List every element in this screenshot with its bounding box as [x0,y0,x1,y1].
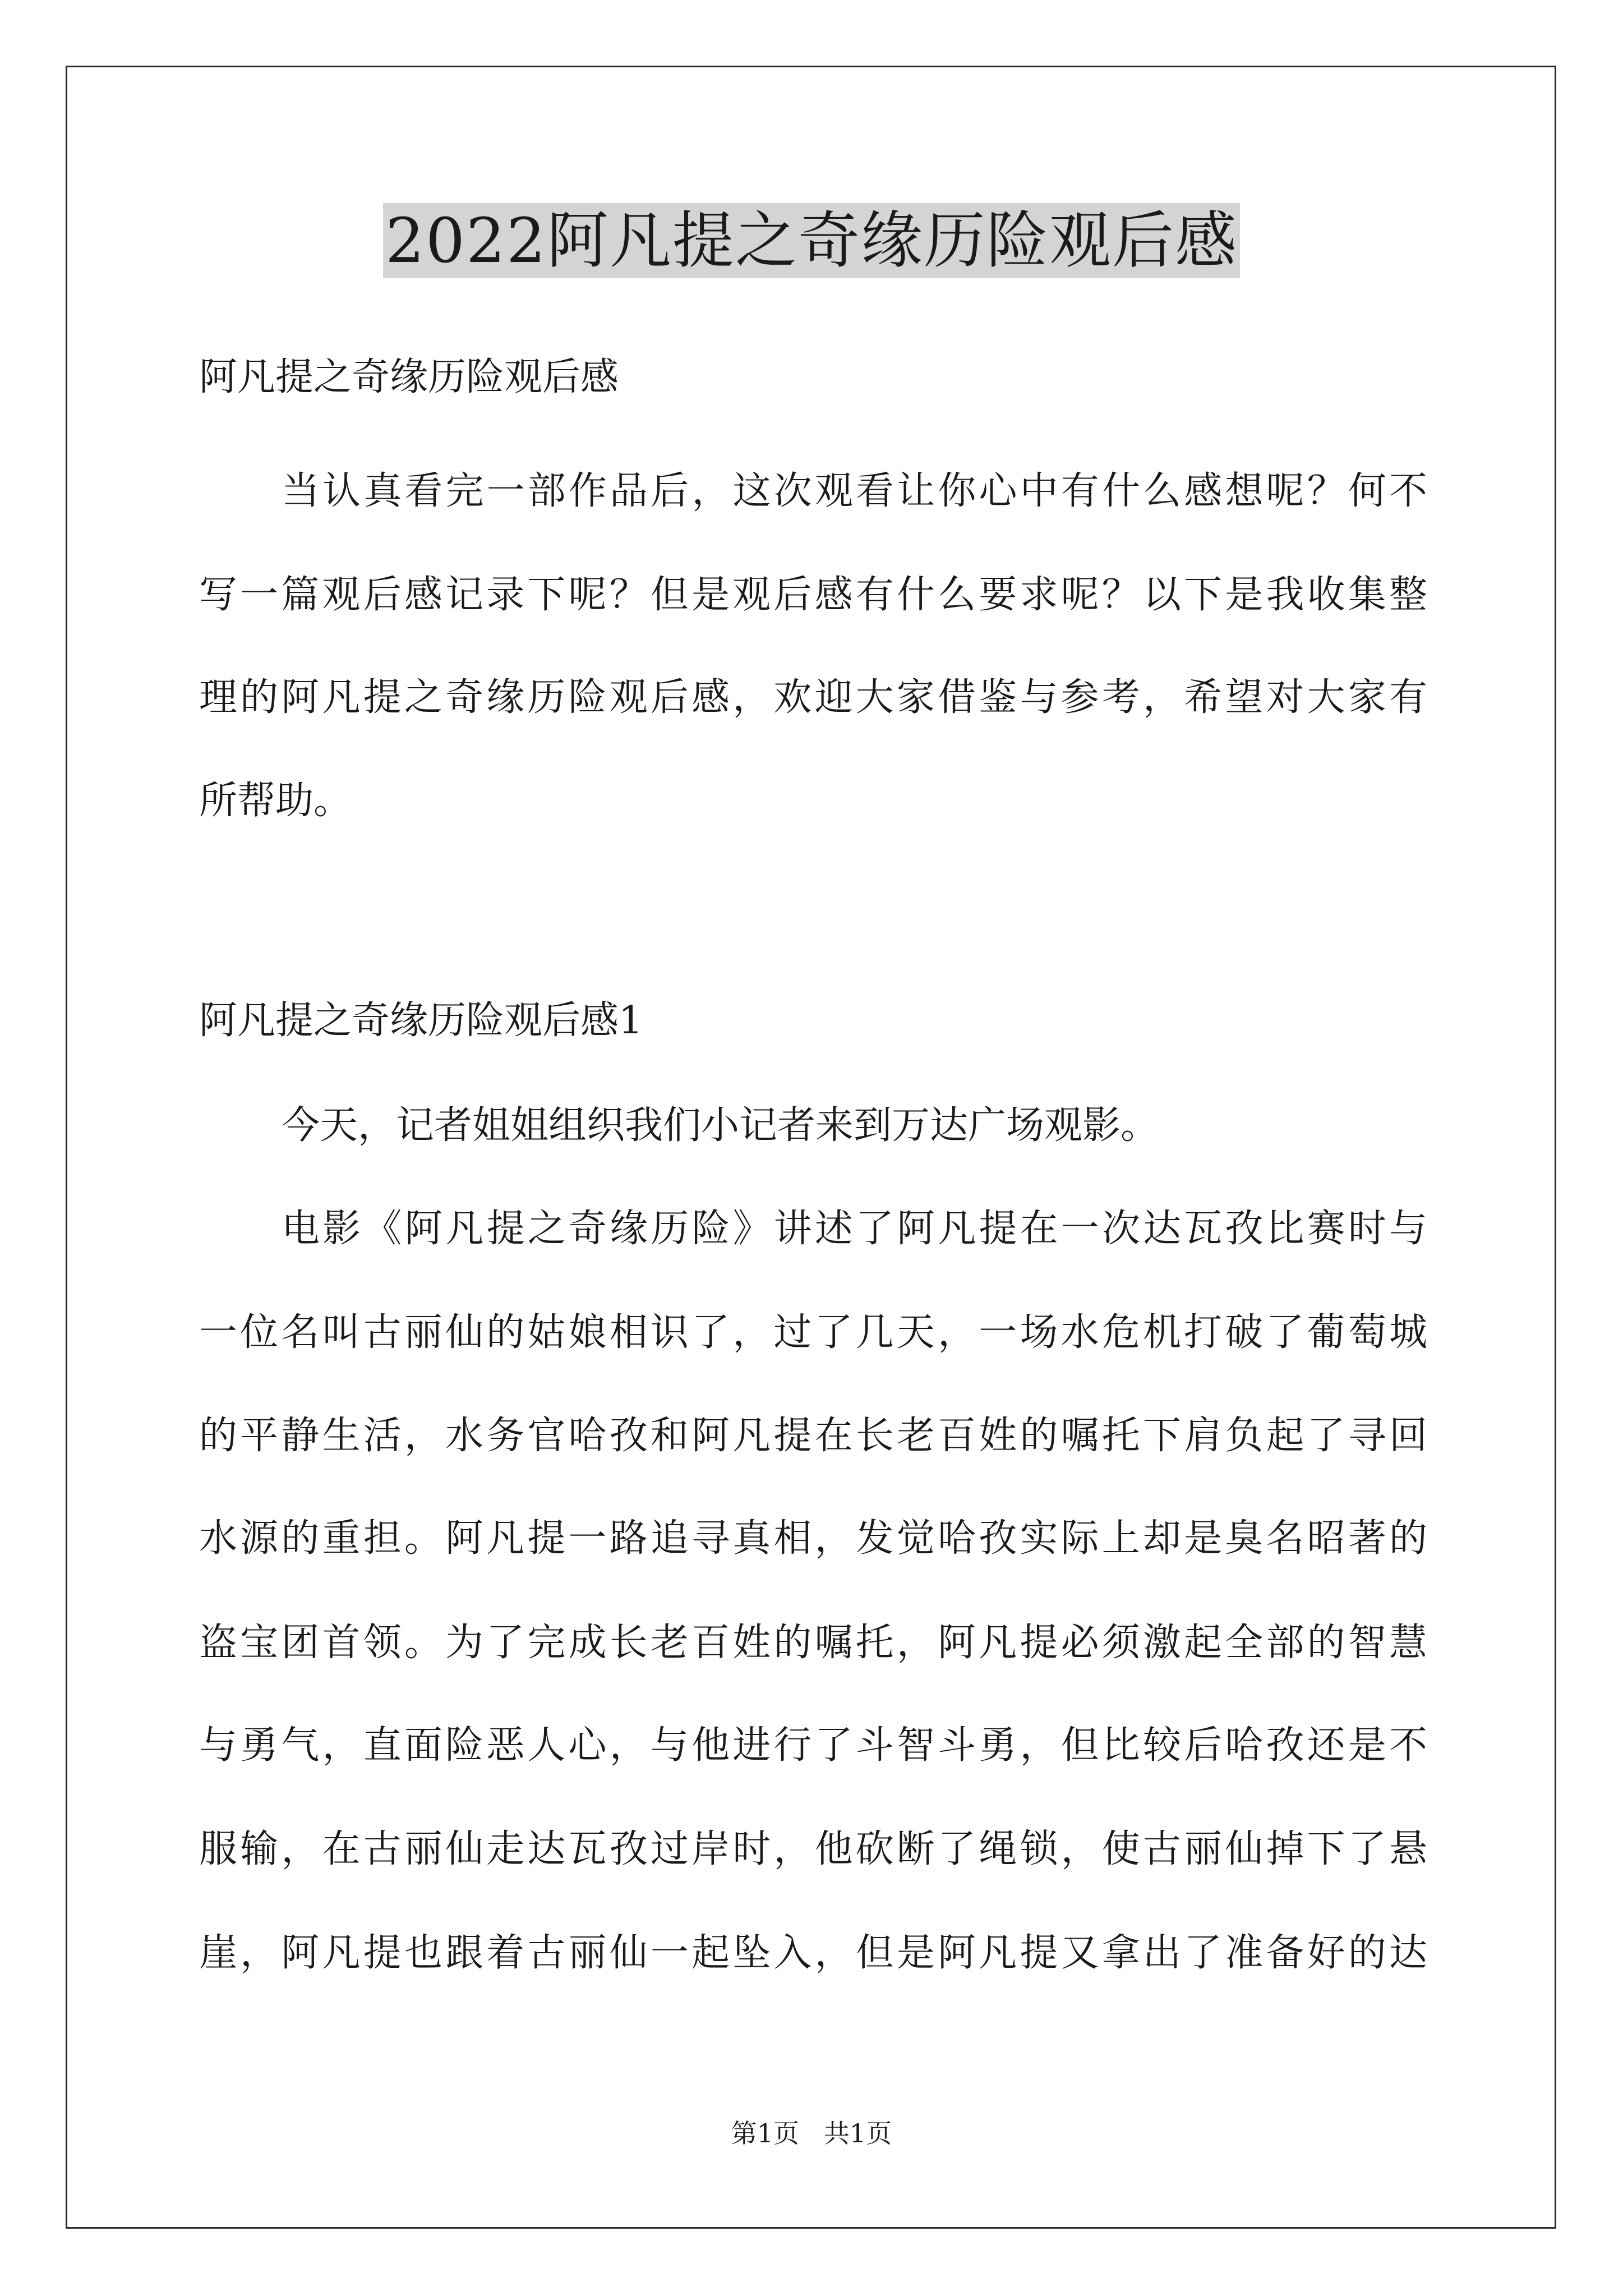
document-title: 2022阿凡提之奇缘历险观后感 [383,203,1240,278]
page-footer: 第1页 共1页 [731,2118,892,2148]
title-container [0,203,1623,278]
section-heading: 阿凡提之奇缘历险观后感1 [199,999,643,1043]
paragraph-1: 今天，记者姐姐组织我们小记者来到万达广场观影。 [282,1103,1159,1148]
paragraph-2-line-4: 水源的重担。阿凡提一路追寻真相，发觉哈孜实际上却是臭名昭著的 [199,1516,1427,1561]
paragraph-2-line-7: 服输，在古丽仙走达瓦孜过岸时，他砍断了绳锁，使古丽仙掉下了悬 [199,1827,1427,1871]
paragraph-2-line-1: 电影《阿凡提之奇缘历险》讲述了阿凡提在一次达瓦孜比赛时与 [282,1207,1427,1251]
paragraph-2-line-2: 一位名叫古丽仙的姑娘相识了，过了几天，一场水危机打破了葡萄城 [199,1310,1427,1355]
paragraph-2-line-6: 与勇气，直面险恶人心，与他进行了斗智斗勇，但比较后哈孜还是不 [199,1723,1427,1768]
paragraph-2-line-8: 崖，阿凡提也跟着古丽仙一起坠入，但是阿凡提又拿出了准备好的达 [199,1931,1427,1975]
intro-line-3: 理的阿凡提之奇缘历险观后感，欢迎大家借鉴与参考，希望对大家有 [199,675,1427,720]
intro-line-1: 当认真看完一部作品后，这次观看让你心中有什么感想呢？何不 [282,469,1427,513]
document-subtitle: 阿凡提之奇缘历险观后感 [199,355,619,399]
paragraph-2-line-5: 盗宝团首领。为了完成长老百姓的嘱托，阿凡提必须激起全部的智慧 [199,1621,1427,1665]
intro-line-4: 所帮助。 [199,779,352,823]
intro-line-2: 写一篇观后感记录下呢？但是观后感有什么要求呢？以下是我收集整 [199,573,1427,617]
paragraph-2-line-3: 的平静生活，水务官哈孜和阿凡提在长老百姓的嘱托下肩负起了寻回 [199,1414,1427,1458]
